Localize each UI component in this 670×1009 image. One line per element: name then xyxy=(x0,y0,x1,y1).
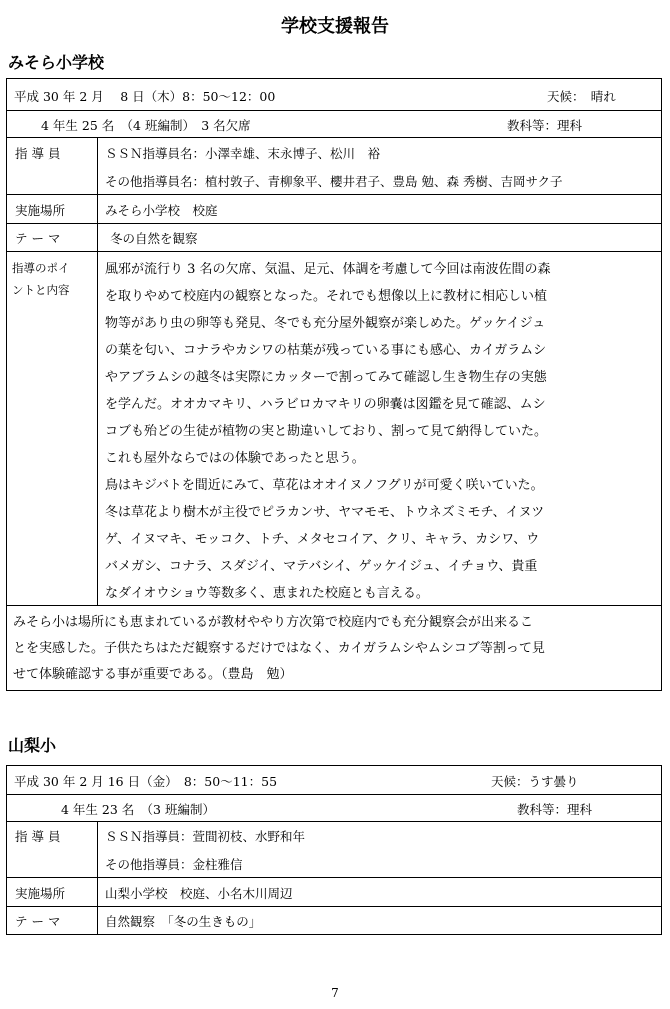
instructor-ssn: ＳＳＮ指導員：萱間初枝、水野和年 xyxy=(105,829,306,844)
date-row xyxy=(7,766,661,795)
theme-value: 自然観察 「冬の生きもの」 xyxy=(105,914,262,929)
instructor-other: その他指導員：金柱雅信 xyxy=(105,857,243,872)
class-info: 4 年生 25 名 （4 班編制） 3 名欠席 xyxy=(41,118,251,133)
theme-label: テ ー マ xyxy=(15,914,61,929)
weather-text: 天候：うす曇り xyxy=(491,774,579,789)
instructor-label-cell xyxy=(7,822,98,877)
points-line: 鳥はキジバトを間近にみて、草花はオオイヌノフグリが可愛く咲いていた。 xyxy=(105,478,544,493)
date-text: 平成 30 年 2 月 16 日（金） 8：50〜11：55 xyxy=(14,774,278,789)
theme-value: 冬の自然を観察 xyxy=(110,231,198,246)
place-row xyxy=(7,195,661,224)
instructor-other: その他指導員名：植村敦子、青柳象平、櫻井君子、豊島 勉、森 秀樹、吉岡サク子 xyxy=(105,174,563,189)
points-label-line-2: ントと内容 xyxy=(12,283,70,297)
class-row xyxy=(7,795,661,822)
instructor-values xyxy=(98,138,661,190)
points-line: コブも殆どの生徒が植物の実と勘違いしており、割って見て納得していた。 xyxy=(105,424,548,439)
points-row xyxy=(7,252,661,606)
theme-label: テ ー マ xyxy=(15,231,61,246)
theme-value-cell xyxy=(98,224,661,247)
date-row xyxy=(7,79,661,111)
summary-line: せて体験確認する事が重要である。（豊島 勉） xyxy=(13,667,293,682)
date-text: 平成 30 年 2 月 8 日（木）8：50〜12：00 xyxy=(14,89,276,104)
points-label-line-1: 指導のポイ xyxy=(12,261,70,275)
points-line: を学んだ。オオカマキリ、ハラビロカマキリの卵嚢は図鑑を見て確認、ムシ xyxy=(105,397,546,412)
place-row xyxy=(7,878,661,907)
report-table-yamanashi xyxy=(6,765,662,935)
points-line: 物等があり虫の卵等も発見、冬でも充分屋外観察が楽しめた。ゲッケイジュ xyxy=(105,316,546,331)
theme-row xyxy=(7,224,661,252)
class-info: 4 年生 23 名 （3 班編制） xyxy=(61,802,215,817)
points-line: の葉を匂い、コナラやカシワの枯葉が残っている事にも感心、カイガラムシ xyxy=(105,343,547,358)
school-name-misora: みそら小学校 xyxy=(8,53,105,72)
school-name-yamanashi: 山梨小 xyxy=(8,736,57,755)
subject-text: 教科等：理科 xyxy=(507,118,583,133)
page-number: 7 xyxy=(331,986,339,1000)
points-label-cell xyxy=(7,252,98,605)
theme-row xyxy=(7,907,661,935)
points-line: 風邪が流行り 3 名の欠席、気温、足元、体調を考慮して今回は南波佐間の森 xyxy=(105,262,551,277)
theme-value-cell xyxy=(98,907,661,930)
subject-text: 教科等：理科 xyxy=(517,802,593,817)
instructor-row xyxy=(7,138,661,195)
instructor-label: 指 導 員 xyxy=(15,146,61,161)
place-value-cell xyxy=(98,878,661,902)
theme-label-cell xyxy=(7,224,98,251)
class-row xyxy=(7,111,661,138)
place-label: 実施場所 xyxy=(15,886,66,901)
summary-line: とを実感した。子供たちはただ観察するだけではなく、カイガラムシやムシコブ等割って見 xyxy=(13,641,545,656)
report-table-misora xyxy=(6,78,662,691)
points-line: これも屋外ならではの体験であったと思う。 xyxy=(105,451,365,466)
instructor-values xyxy=(98,822,661,873)
points-line: ゲ、イヌマキ、モッコク、トチ、メタセコイア、クリ、キャラ、カシワ、ウ xyxy=(105,532,540,547)
instructor-label: 指 導 員 xyxy=(15,829,61,844)
weather-text: 天候： 晴れ xyxy=(547,89,616,104)
place-label-cell xyxy=(7,195,98,223)
summary-line: みそら小は場所にも恵まれているが教材ややり方次第で校庭内でも充分観察会が出来るこ xyxy=(13,615,534,630)
points-line: やアブラムシの越冬は実際にカッターで割ってみて確認し生き物生存の実態 xyxy=(105,370,547,385)
instructor-row xyxy=(7,822,661,878)
place-value: 山梨小学校 校庭、小名木川周辺 xyxy=(105,886,293,901)
theme-label-cell xyxy=(7,907,98,934)
page-title: 学校支援報告 xyxy=(281,16,389,37)
points-line: バメガシ、コナラ、スダジイ、マテバシイ、ゲッケイジュ、イチョウ、貴重 xyxy=(105,559,538,574)
instructor-ssn: ＳＳＮ指導員名：小澤幸雄、末永博子、松川 裕 xyxy=(105,146,381,161)
points-line: なダイオウショウ等数多く、恵まれた校庭とも言える。 xyxy=(105,586,429,601)
place-label: 実施場所 xyxy=(15,203,66,218)
summary-body xyxy=(13,610,545,688)
place-label-cell xyxy=(7,878,98,906)
place-value: みそら小学校 校庭 xyxy=(105,203,218,218)
points-body xyxy=(98,252,661,607)
place-value-cell xyxy=(98,195,661,219)
points-line: 冬は草花より樹木が主役でピラカンサ、ヤマモモ、トウネズミモチ、イヌツ xyxy=(105,505,545,520)
instructor-label-cell xyxy=(7,138,98,194)
points-line: を取りやめて校庭内の観察となった。それでも想像以上に教材に相応しい植 xyxy=(105,289,548,304)
summary-row xyxy=(7,606,661,690)
